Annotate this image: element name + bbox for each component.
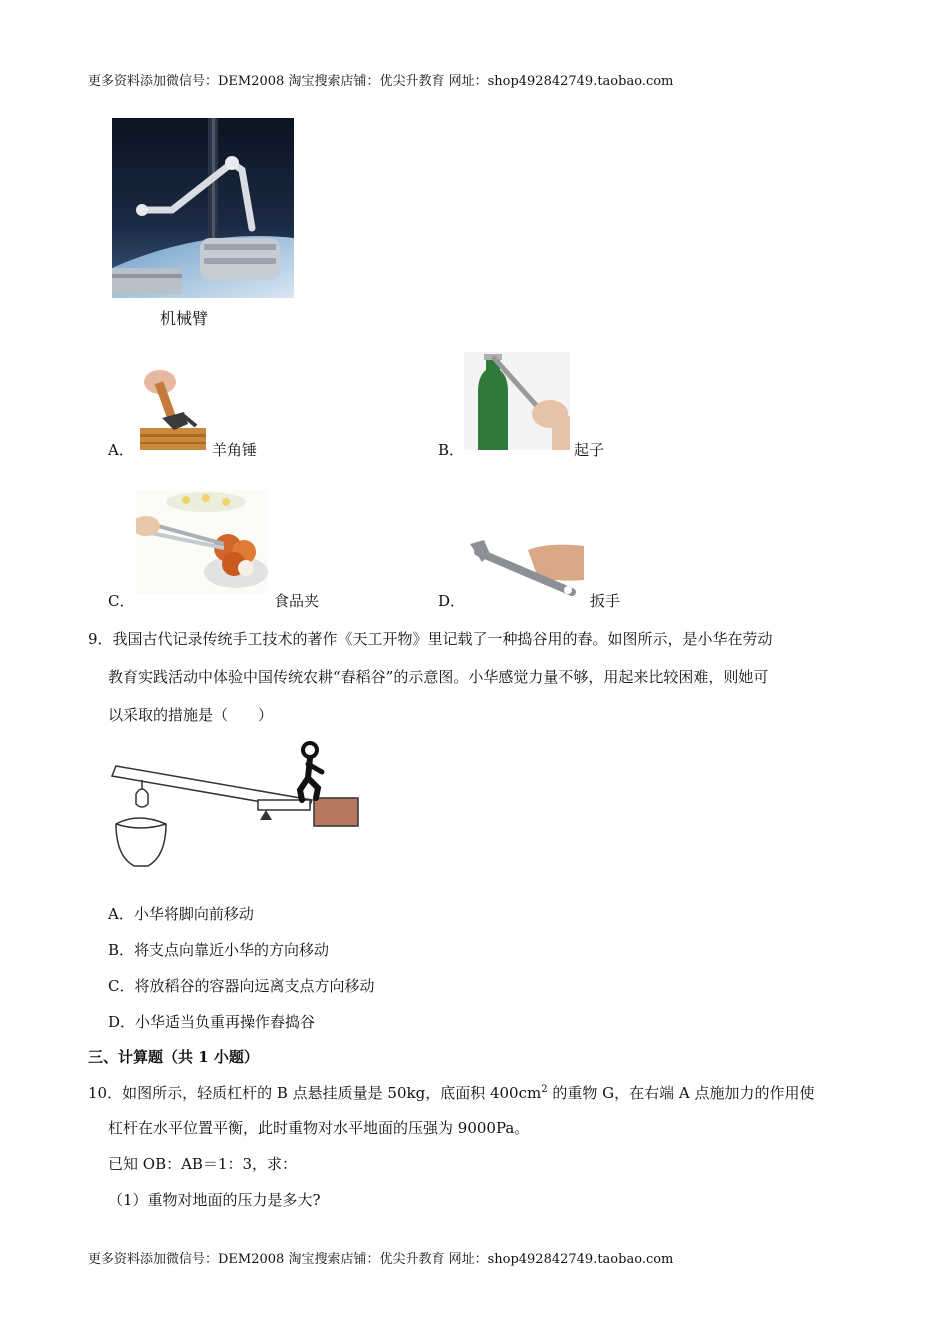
q10-line-4: （1）重物对地面的压力是多大?	[108, 1191, 321, 1209]
q9-option-d: D．小华适当负重再操作舂捣谷	[108, 1013, 316, 1031]
robotic-arm-caption: 机械臂	[160, 309, 209, 328]
q9-line-3: 以采取的措施是（ ）	[108, 706, 274, 724]
option-a-letter: A．	[108, 441, 134, 459]
option-c-letter: C．	[108, 592, 135, 610]
q10-line-3: 已知 OB：AB＝1：3，求：	[108, 1155, 298, 1173]
q9-line-2: 教育实践活动中体验中国传统农耕“舂稻谷”的示意图。小华感觉力量不够，用起来比较困难，则她可	[108, 668, 769, 686]
pestle-lever-diagram	[108, 738, 364, 874]
food-tongs-photo	[136, 490, 268, 594]
option-c-label: 食品夹	[274, 592, 320, 610]
option-d-letter: D．	[438, 592, 466, 610]
q9-line-1: 9．我国古代记录传统手工技术的著作《天工开物》里记载了一种捣谷用的舂。如图所示，是小华在劳动	[88, 630, 773, 648]
option-b-label: 起子	[574, 441, 605, 459]
option-b-letter: B．	[438, 441, 465, 459]
q10-line-2: 杠杆在水平位置平衡，此时重物对水平地面的压强为 9000Pa。	[108, 1119, 530, 1137]
q9-option-c: C．将放稻谷的容器向远离支点方向移动	[108, 977, 375, 995]
option-d-label: 扳手	[590, 592, 621, 610]
q10-superscript: 2	[541, 1084, 548, 1095]
section-title: 三、计算题（共 1 小题）	[88, 1048, 259, 1066]
q9-option-b: B．将支点向靠近小华的方向移动	[108, 941, 330, 959]
q9-option-a: A．小华将脚向前移动	[108, 905, 254, 923]
robotic-arm-photo	[112, 118, 294, 298]
page-header: 更多资料添加微信号：DEM2008 淘宝搜索店铺：优尖升教育 网址：shop492842749.taobao.com	[88, 74, 674, 89]
q10-line-1	[88, 1073, 814, 1110]
q10-line-1b: 的重物 G，在右端 A 点施加力的作用使	[547, 1084, 815, 1102]
bottle-opener-photo	[464, 352, 570, 450]
wrench-photo	[468, 530, 584, 600]
claw-hammer-photo	[140, 368, 206, 450]
q10-line-1a: 10．如图所示，轻质杠杆的 B 点悬挂质量是 50kg，底面积 400cm	[88, 1084, 542, 1102]
option-a-label: 羊角锤	[212, 441, 258, 459]
page-footer: 更多资料添加微信号：DEM2008 淘宝搜索店铺：优尖升教育 网址：shop492842749.taobao.com	[88, 1252, 674, 1267]
